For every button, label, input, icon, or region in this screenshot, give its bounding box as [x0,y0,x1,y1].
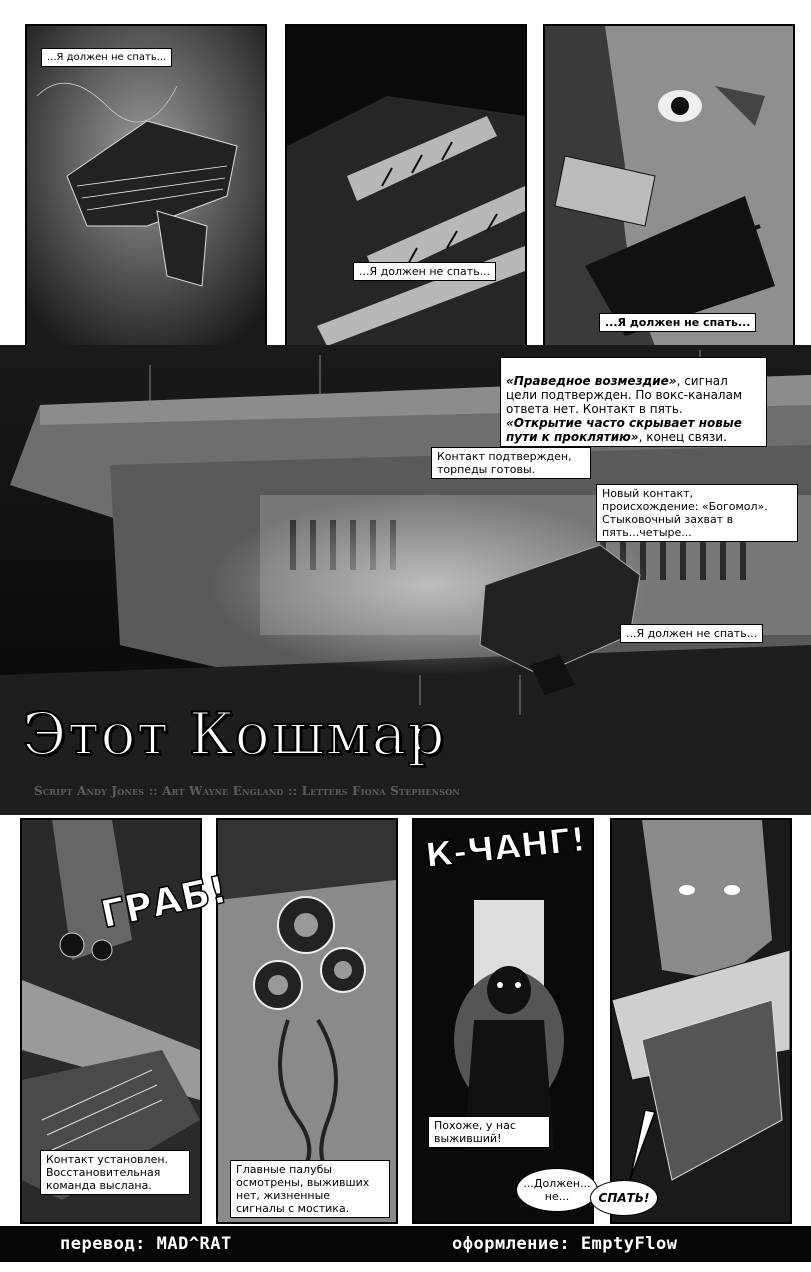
caption-text-1: , сигнал цели подтвержден. По вокс-каналам ответа нет. Контакт в пять. [506,374,742,416]
speech-balloon-sleep [590,1180,658,1216]
caption-main-decks: Главные палубы осмотрены, выживших нет, жизненные сигналы с мостика. [230,1160,390,1218]
caption-contact-established: Контакт установлен. Восстановительная команда выслана. [40,1150,190,1195]
caption-text-2: , конец связи. [638,430,727,444]
survivor-art [414,820,592,1222]
caption-awake-2: ...Я должен не спать... [353,262,496,281]
hull-ladders-art [287,26,525,346]
story-title: Этот Кошмар [22,700,446,768]
face-closeup-art [545,26,793,346]
caption-torpedoes-ready: Контакт подтвержден, торпеды готовы. [431,447,591,479]
balloon-tail [600,1110,660,1190]
caption-new-contact: Новый контакт, происхождение: «Богомол». Стыковочный захват в пять...четыре... [596,484,798,542]
caption-survivor: Похоже, у нас выживший! [428,1116,550,1148]
ship-name-bold: «Праведное возмездие» [506,374,677,388]
translation-credit: перевод: MAD^RAT [60,1234,232,1254]
caption-righteous-vengeance [500,357,767,447]
caption-awake-3: ...Я должен не спать... [599,313,756,332]
quote-bold: «Открытие часто скрывает новые пути к проклятию» [506,416,742,444]
sfx-grab: ГРАБ! [96,867,231,937]
ship-approach-art [27,26,265,346]
panel-ship-approach [25,24,267,348]
sfx-k-chang: К-ЧАНГ! [423,819,588,877]
speech-balloon-must [516,1168,598,1212]
story-credits: Script Andy Jones :: Art Wayne England :: Letters Fiona Stephenson [34,784,460,798]
panel-hull-ladders [285,24,527,348]
panel-survivor [412,818,594,1224]
panel-mask [216,818,398,1224]
balloon-sleep-text: СПАТЬ! [598,1190,650,1205]
balloon-must-text: ...Должен... не... [523,1177,591,1203]
caption-awake-1: ...Я должен не спать... [41,48,172,67]
panel-face-closeup [543,24,795,348]
design-credit: оформление: EmptyFlow [452,1234,678,1254]
caption-awake-4: ...Я должен не спать... [620,624,763,643]
